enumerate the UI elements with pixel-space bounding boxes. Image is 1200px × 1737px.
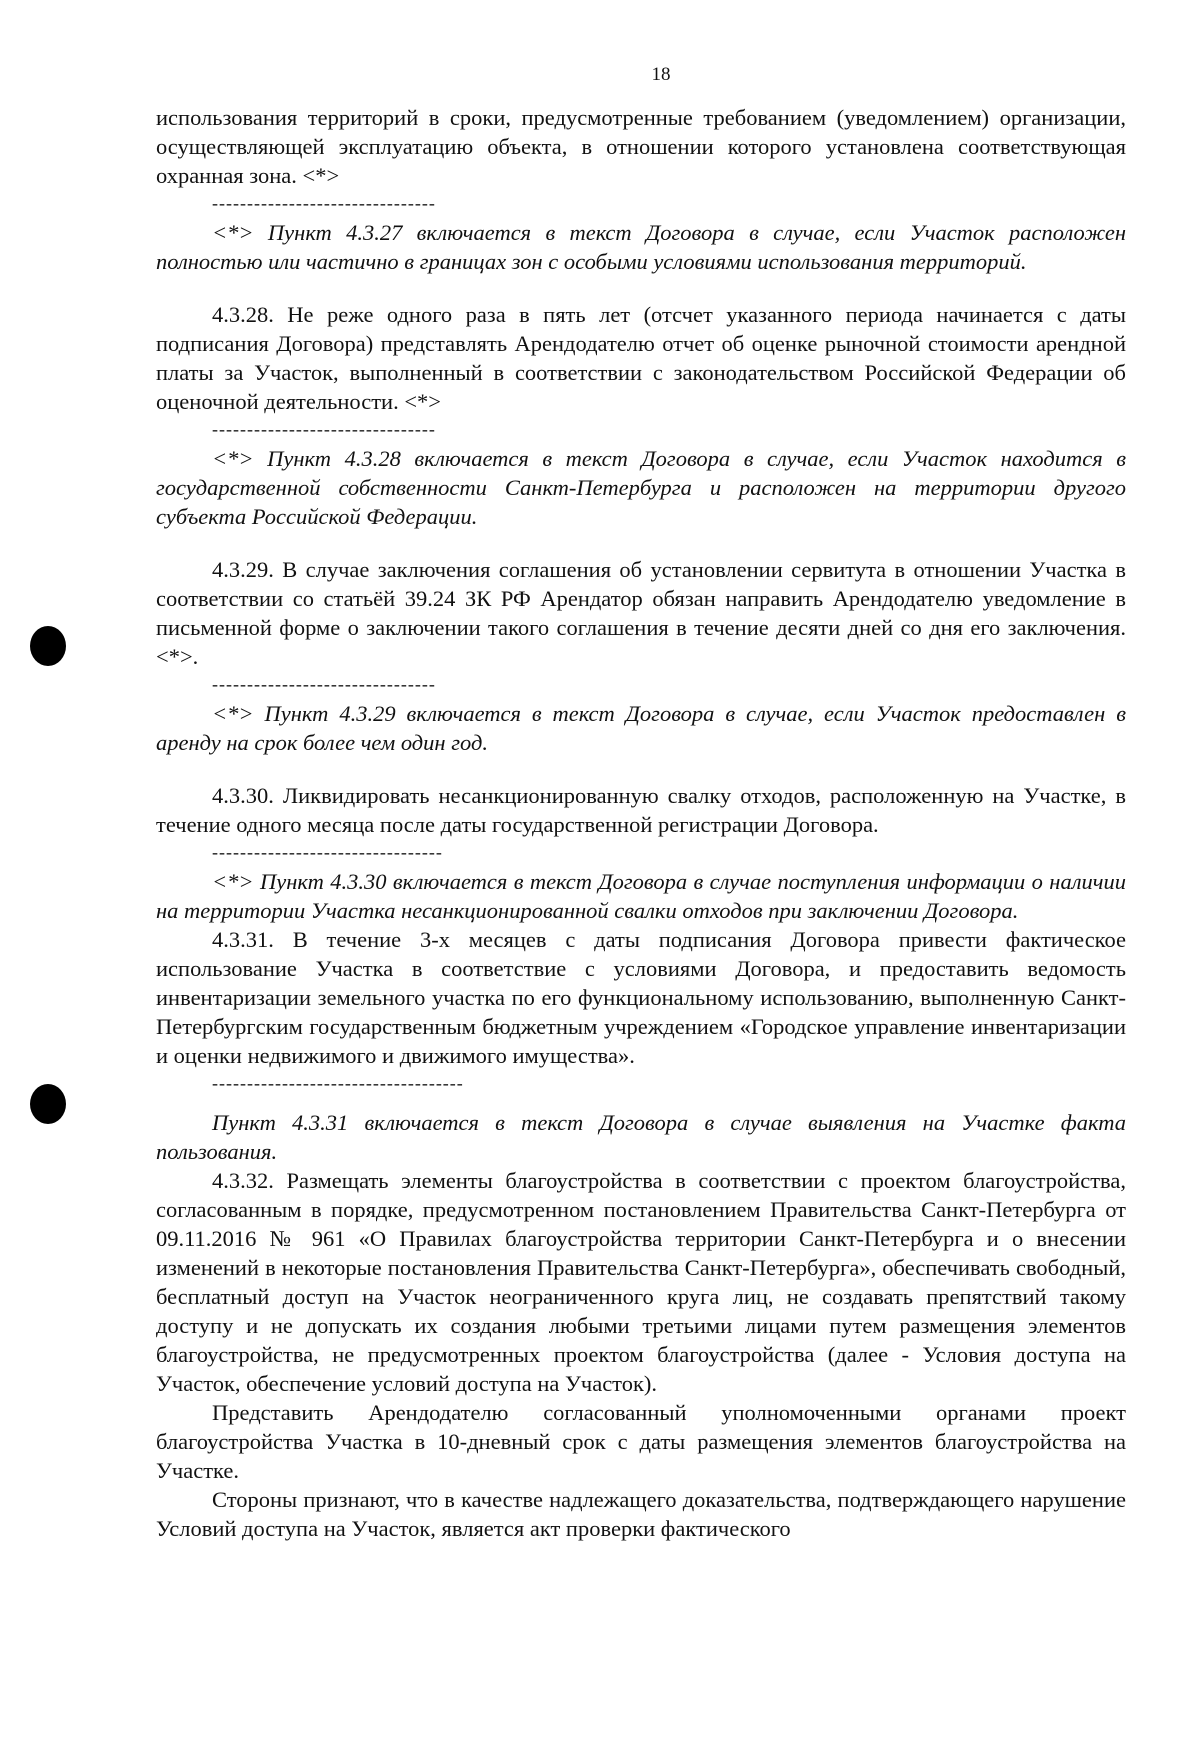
footnote-separator: ---------------------------------: [212, 842, 443, 862]
document-page: [156, 60, 1126, 1543]
paragraph-4-3-29: 4.3.29. В случае заключения соглашения об установлении сервитута в отношении Участка в соответствии со статьёй 39.24 ЗК РФ Арендатор обязан направить Арендодателю уведомление в письменной форме о заключении такого соглашения в течение десяти дней со дня его заключения. <*>.: [156, 557, 1126, 669]
footnote-separator: --------------------------------: [212, 419, 436, 439]
paragraph-4-3-28: 4.3.28. Не реже одного раза в пять лет (отсчет указанного периода начинается с даты подписания Договора) представлять Арендодателю отчет об оценке рыночной стоимости арендной платы за Участок, выполненный в соответствии с законодательством Российской Федерации об оценочной деятельности. <*>: [156, 302, 1126, 414]
footnote-4-3-28: <*> Пункт 4.3.28 включается в текст Договора в случае, если Участок находится в государственной собственности Санкт-Петербурга и расположен на территории другого субъекта Российской Федерации.: [156, 446, 1126, 529]
punch-hole-upper: [30, 626, 66, 666]
footnote-4-3-30: <*> Пункт 4.3.30 включается в текст Договора в случае поступления информации о наличии на территории Участка несанкционированной свалки отходов при заключении Договора.: [156, 869, 1126, 923]
paragraph-4-3-27-end: использования территорий в сроки, предусмотренные требованием (уведомлением) организации, осуществляющей эксплуатацию объекта, в отношении которого установлена соответствующая охранная зона. <*>: [156, 105, 1126, 188]
footnote-4-3-29: <*> Пункт 4.3.29 включается в текст Договора в случае, если Участок предоставлен в аренду на срок более чем один год.: [156, 701, 1126, 755]
footnote-4-3-31: Пункт 4.3.31 включается в текст Договора в случае выявления на Участке факта пользования.: [156, 1110, 1126, 1164]
page-number: 18: [651, 64, 671, 85]
paragraph-4-3-30: 4.3.30. Ликвидировать несанкционированную свалку отходов, расположенную на Участке, в течение одного месяца после даты государственной регистрации Договора.: [156, 783, 1126, 837]
footnote-4-3-27: <*> Пункт 4.3.27 включается в текст Договора в случае, если Участок расположен полностью или частично в границах зон с особыми условиями использования территорий.: [156, 220, 1126, 274]
paragraph-parties-acknowledge: Стороны признают, что в качестве надлежащего доказательства, подтверждающего нарушение Условий доступа на Участок, является акт проверки фактического: [156, 1487, 1126, 1541]
footnote-separator: ------------------------------------: [212, 1073, 464, 1093]
punch-hole-lower: [30, 1084, 66, 1124]
paragraph-landscaping-project: Представить Арендодателю согласованный уполномоченными органами проект благоустройства Участка в 10-дневный срок с даты размещения элементов благоустройства на Участке.: [156, 1400, 1126, 1483]
paragraph-4-3-31: 4.3.31. В течение 3-х месяцев с даты подписания Договора привести фактическое использование Участка в соответствие с условиями Договора, и предоставить ведомость инвентаризации земельного участка по его функциональному использованию, выполненную Санкт-Петербургским государственным бюджетным учреждением «Городское управление инвентаризации и оценки недвижимого и движимого имущества».: [156, 927, 1126, 1068]
footnote-separator: --------------------------------: [212, 193, 436, 213]
footnote-separator: --------------------------------: [212, 674, 436, 694]
paragraph-4-3-32: 4.3.32. Размещать элементы благоустройства в соответствии с проектом благоустройства, согласованным в порядке, предусмотренном постановлением Правительства Санкт-Петербурга от 09.11.2016 № 961 «О Правилах благоустройства территории Санкт-Петербурга и о внесении изменений в некоторые постановления Правительства Санкт-Петербурга», обеспечивать свободный, бесплатный доступ на Участок неограниченного круга лиц, не создавать препятствий такому доступу и не допускать их создания любыми третьими лицами путем размещения элементов благоустройства, не предусмотренных проектом благоустройства (далее - Условия доступа на Участок, обеспечение условий доступа на Участок).: [156, 1168, 1126, 1396]
